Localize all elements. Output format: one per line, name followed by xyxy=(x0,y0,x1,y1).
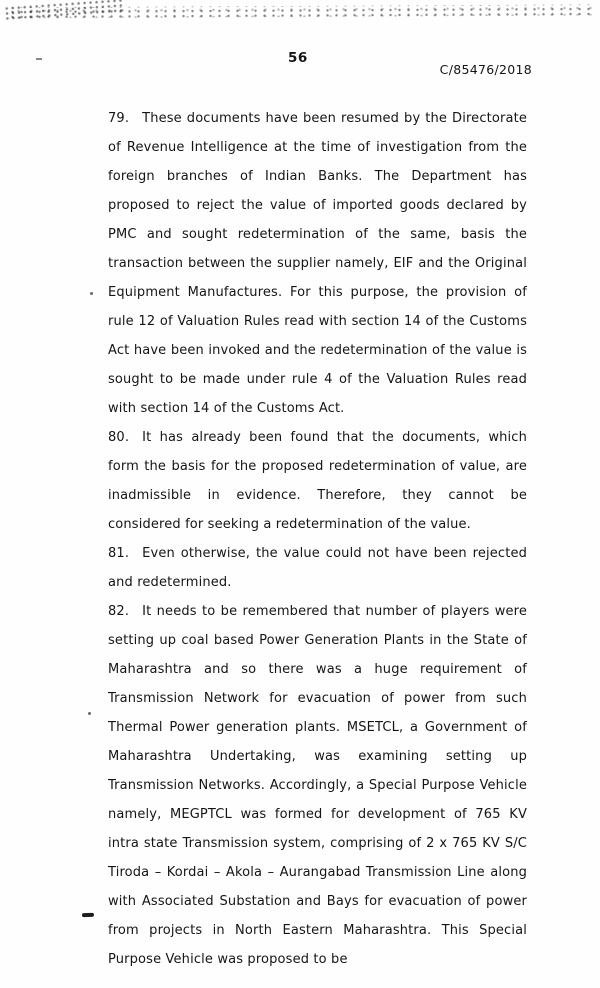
paragraph-81 xyxy=(108,539,527,597)
paragraph-80-text: It has already been found that the documents, which form the basis for the proposed redetermination of value, are inadmissible in evidence. Therefore, they cannot be considered for seeking a redetermination of the value. xyxy=(108,430,527,532)
scan-noise-corner xyxy=(4,0,125,22)
paragraph-82 xyxy=(108,597,527,974)
paragraph-79-text: These documents have been resumed by the Directorate of Revenue Intelligence at the time of investigation from the foreign branches of Indian Banks. The Department has proposed to reject the value of imported goods declared by PMC and sought redetermination of the same, basis the transaction between the supplier namely, EIF and the Original Equipment Manufactures. For this purpose, the provision of rule 12 of Valuation Rules read with section 14 of the Customs Act have been invoked and the redetermination of the value is sought to be made under rule 4 of the Valuation Rules read with section 14 of the Customs Act. xyxy=(108,111,527,416)
paragraph-80-number: 80. xyxy=(108,430,130,445)
paragraph-80 xyxy=(108,423,527,539)
paragraph-82-text: It needs to be remembered that number of players were setting up coal based Power Generation Plants in the State of Maharashtra and so there was a huge requirement of Transmission Network for evacuation of power from such Thermal Power generation plants. MSETCL, a Government of Maharashtra Undertaking, was examining setting up Transmission Networks. Accordingly, a Special Purpose Vehicle namely, MEGPTCL was formed for development of 765 KV intra state Transmission system, comprising of 2 x 765 KV S/C Tiroda – Kordai – Akola – Aurangabad Transmission Line along with Associated Substation and Bays for evacuation of power from projects in North Eastern Maharashtra. This Special Purpose Vehicle was proposed to be xyxy=(108,604,527,967)
paragraph-79 xyxy=(108,104,527,423)
case-number: C/85476/2018 xyxy=(439,62,532,77)
page-header xyxy=(0,48,600,84)
paragraph-81-number: 81. xyxy=(108,546,130,561)
document-body xyxy=(108,104,527,974)
scan-artifact-dash xyxy=(82,913,94,917)
paragraph-79-number: 79. xyxy=(108,111,130,126)
paragraph-82-number: 82. xyxy=(108,604,130,619)
paragraph-81-text: Even otherwise, the value could not have been rejected and redetermined. xyxy=(108,546,527,590)
page-number: 56 xyxy=(288,50,308,66)
scan-artifact-dot xyxy=(88,712,91,715)
scan-artifact-dot xyxy=(90,292,93,295)
